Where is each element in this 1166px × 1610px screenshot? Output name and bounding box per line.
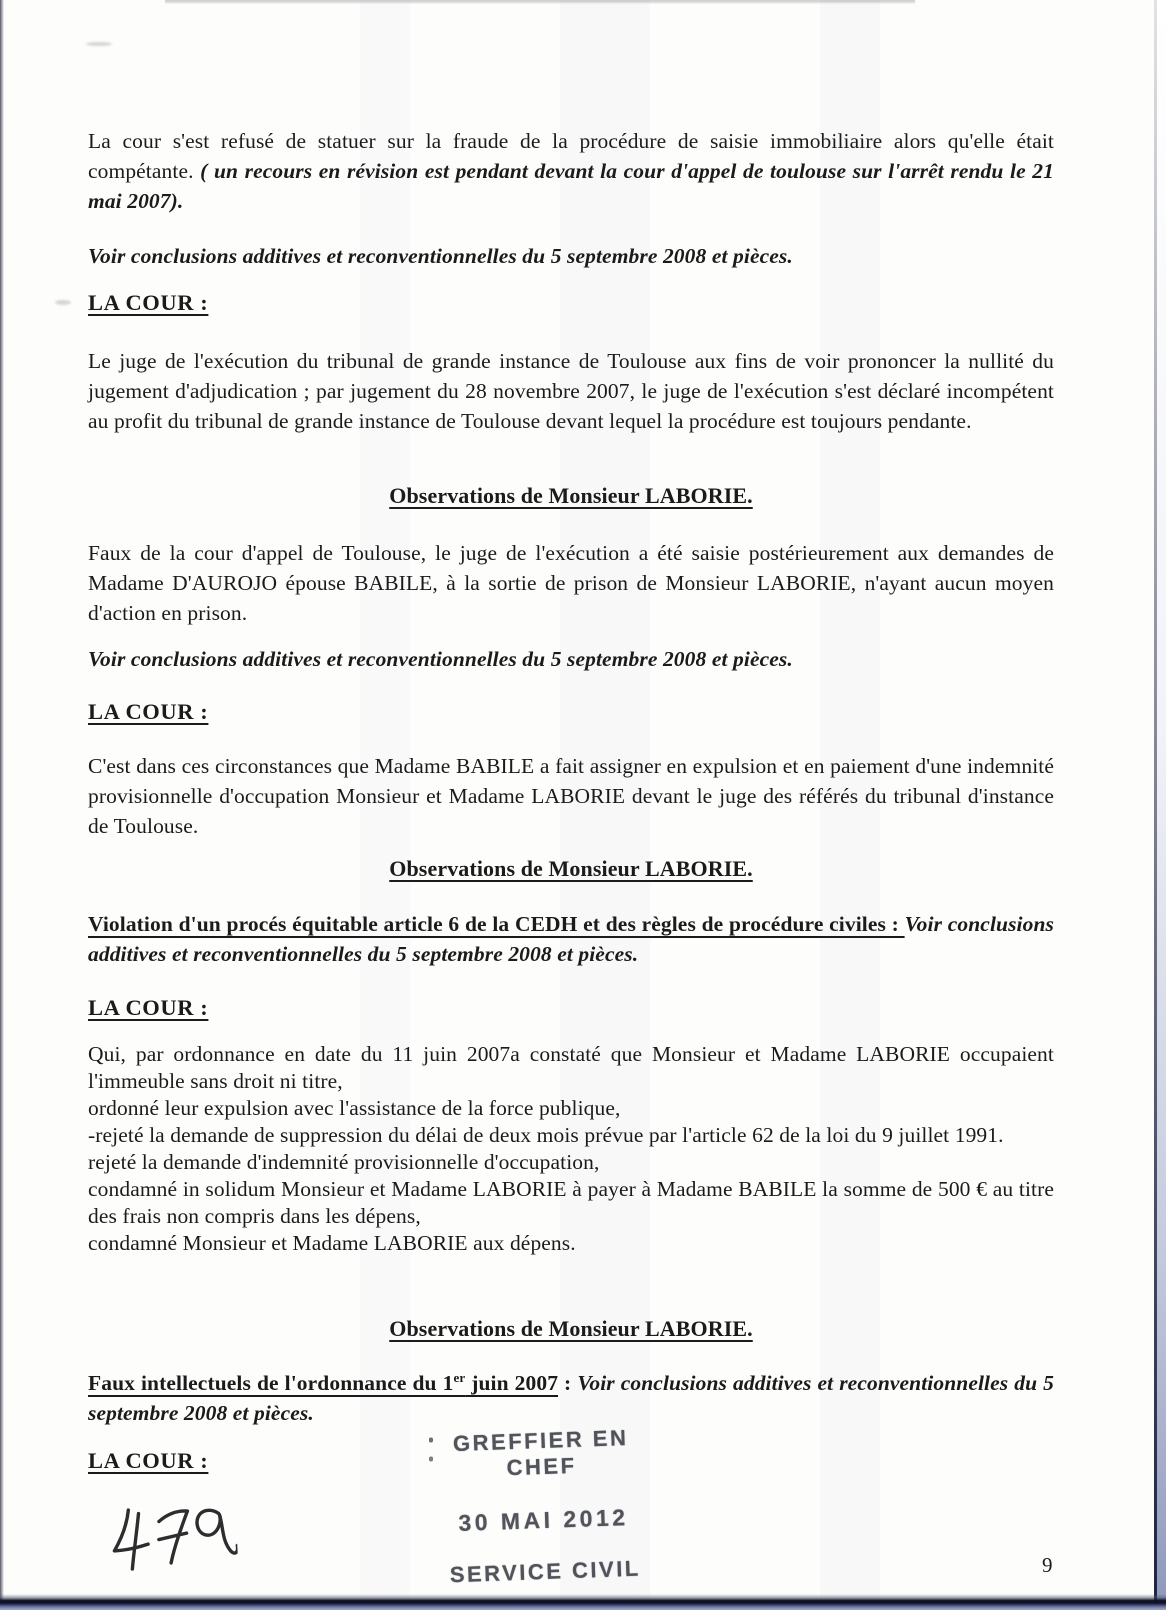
ordonnance-item: condamné Monsieur et Madame LABORIE aux dépens. <box>88 1231 576 1255</box>
paragraph-intro-text: La cour s'est refusé de statuer sur la fraude de la procédure de saisie immobiliaire alors qu'elle était compétante. <box>88 129 1054 183</box>
handwritten-number-479 <box>100 1497 239 1587</box>
handwriting-strokes <box>112 1505 238 1570</box>
scan-edge-top <box>165 0 915 4</box>
faux-intellectuels-post: juin 2007 <box>465 1371 559 1395</box>
paragraph-circonstances: C'est dans ces circonstances que Madame BABILE a fait assigner en expulsion et en paiement d'une indemnité provisionnelle d'occupation Monsieur et Madame LABORIE devant le juge des référés du tribunal d'instance de Toulouse. <box>88 754 1054 838</box>
paragraph-intro <box>88 126 1054 216</box>
paragraph-juge-execution: Le juge de l'exécution du tribunal de grande instance de Toulouse aux fins de voir prononcer la nullité du jugement d'adjudication ; par jugement du 28 novembre 2007, le juge de l'exécution s'est déclaré incompétent au profit du tribunal de grande instance de Toulouse devant lequel la procédure est toujours pendante. <box>88 349 1054 433</box>
stamp-ink-mark <box>429 1437 433 1463</box>
court-registry-stamp <box>415 1424 670 1590</box>
scan-smudge <box>55 300 71 305</box>
heading-observations-3-text: Observations de Monsieur LABORIE. <box>389 1316 753 1341</box>
stamp-service: SERVICE CIVIL <box>449 1555 642 1588</box>
stamp-title: GREFFIER EN CHEF <box>452 1424 629 1481</box>
voir-conclusions-note-2: Voir conclusions additives et reconventionnelles du 5 septembre 2008 et pièces. <box>88 647 793 671</box>
paragraph-ordonnance <box>88 1041 1054 1257</box>
faux-intellectuels-pre: Faux intellectuels de l'ordonnance du 1 <box>88 1371 454 1395</box>
faux-intellectuels-heading <box>88 1371 558 1395</box>
violation-voir-text: Voir conclusions additives et reconventionnelles du 5 septembre 2008 et pièces. <box>88 912 1054 966</box>
paragraph-intro-parenthetical: ( un recours en révision est pendant devant la cour d'appel de toulouse sur l'arrêt rendu le 21 mai 2007). <box>88 159 1054 213</box>
page-number: 9 <box>1042 1553 1053 1577</box>
heading-observations-3 <box>88 1314 1054 1344</box>
faux-intellectuels-voir-text: Voir conclusions additives et reconventionnelles du 5 septembre 2008 et pièces. <box>88 1371 1054 1425</box>
paragraph-violation <box>88 909 1054 969</box>
ordonnance-item: condamné in solidum Monsieur et Madame LABORIE à payer à Madame BABILE la somme de 500 € au titre des frais non compris dans les dépens, <box>88 1177 1054 1228</box>
heading-observations-1 <box>88 481 1054 511</box>
scan-edge-left <box>0 0 4 1610</box>
heading-la-cour-3: LA COUR : <box>88 995 209 1020</box>
faux-intellectuels-colon: : <box>558 1371 578 1395</box>
heading-observations-2-text: Observations de Monsieur LABORIE. <box>389 856 753 881</box>
scan-edge-bottom <box>0 1594 1166 1610</box>
scan-edge-right-line <box>1154 0 1157 1610</box>
violation-heading-text: Violation d'un procés équitable article 6 de la CEDH et des règles de procédure civiles : <box>88 912 905 936</box>
voir-conclusions-note-1: Voir conclusions additives et reconventionnelles du 5 septembre 2008 et pièces. <box>88 244 793 268</box>
paragraph-faux-intellectuels <box>88 1368 1054 1428</box>
scan-smudge <box>86 42 112 46</box>
heading-la-cour-2: LA COUR : <box>88 699 209 724</box>
paragraph-faux-cour-appel: Faux de la cour d'appel de Toulouse, le juge de l'exécution a été saisie postérieurement aux demandes de Madame D'AUROJO épouse BABILE, à la sortie de prison de Monsieur LABORIE, n'ayant aucun moyen d'action en prison. <box>88 541 1054 625</box>
ordonnance-item: rejeté la demande d'indemnité provisionnelle d'occupation, <box>88 1150 600 1174</box>
stamp-date: 30 MAI 2012 <box>457 1504 629 1536</box>
ordonnance-item: -rejeté la demande de suppression du délai de deux mois prévue par l'article 62 de la loi du 9 juillet 1991. <box>88 1123 1004 1147</box>
heading-observations-1-text: Observations de Monsieur LABORIE. <box>389 483 753 508</box>
heading-la-cour-4: LA COUR : <box>88 1448 209 1473</box>
ordonnance-item: Qui, par ordonnance en date du 11 juin 2007a constaté que Monsieur et Madame LABORIE occupaient l'immeuble sans droit ni titre, <box>88 1042 1054 1093</box>
ordonnance-item: ordonné leur expulsion avec l'assistance de la force publique, <box>88 1096 621 1120</box>
heading-la-cour-1: LA COUR : <box>88 290 209 315</box>
heading-observations-2 <box>88 854 1054 884</box>
faux-intellectuels-ordinal: er <box>453 1369 466 1385</box>
